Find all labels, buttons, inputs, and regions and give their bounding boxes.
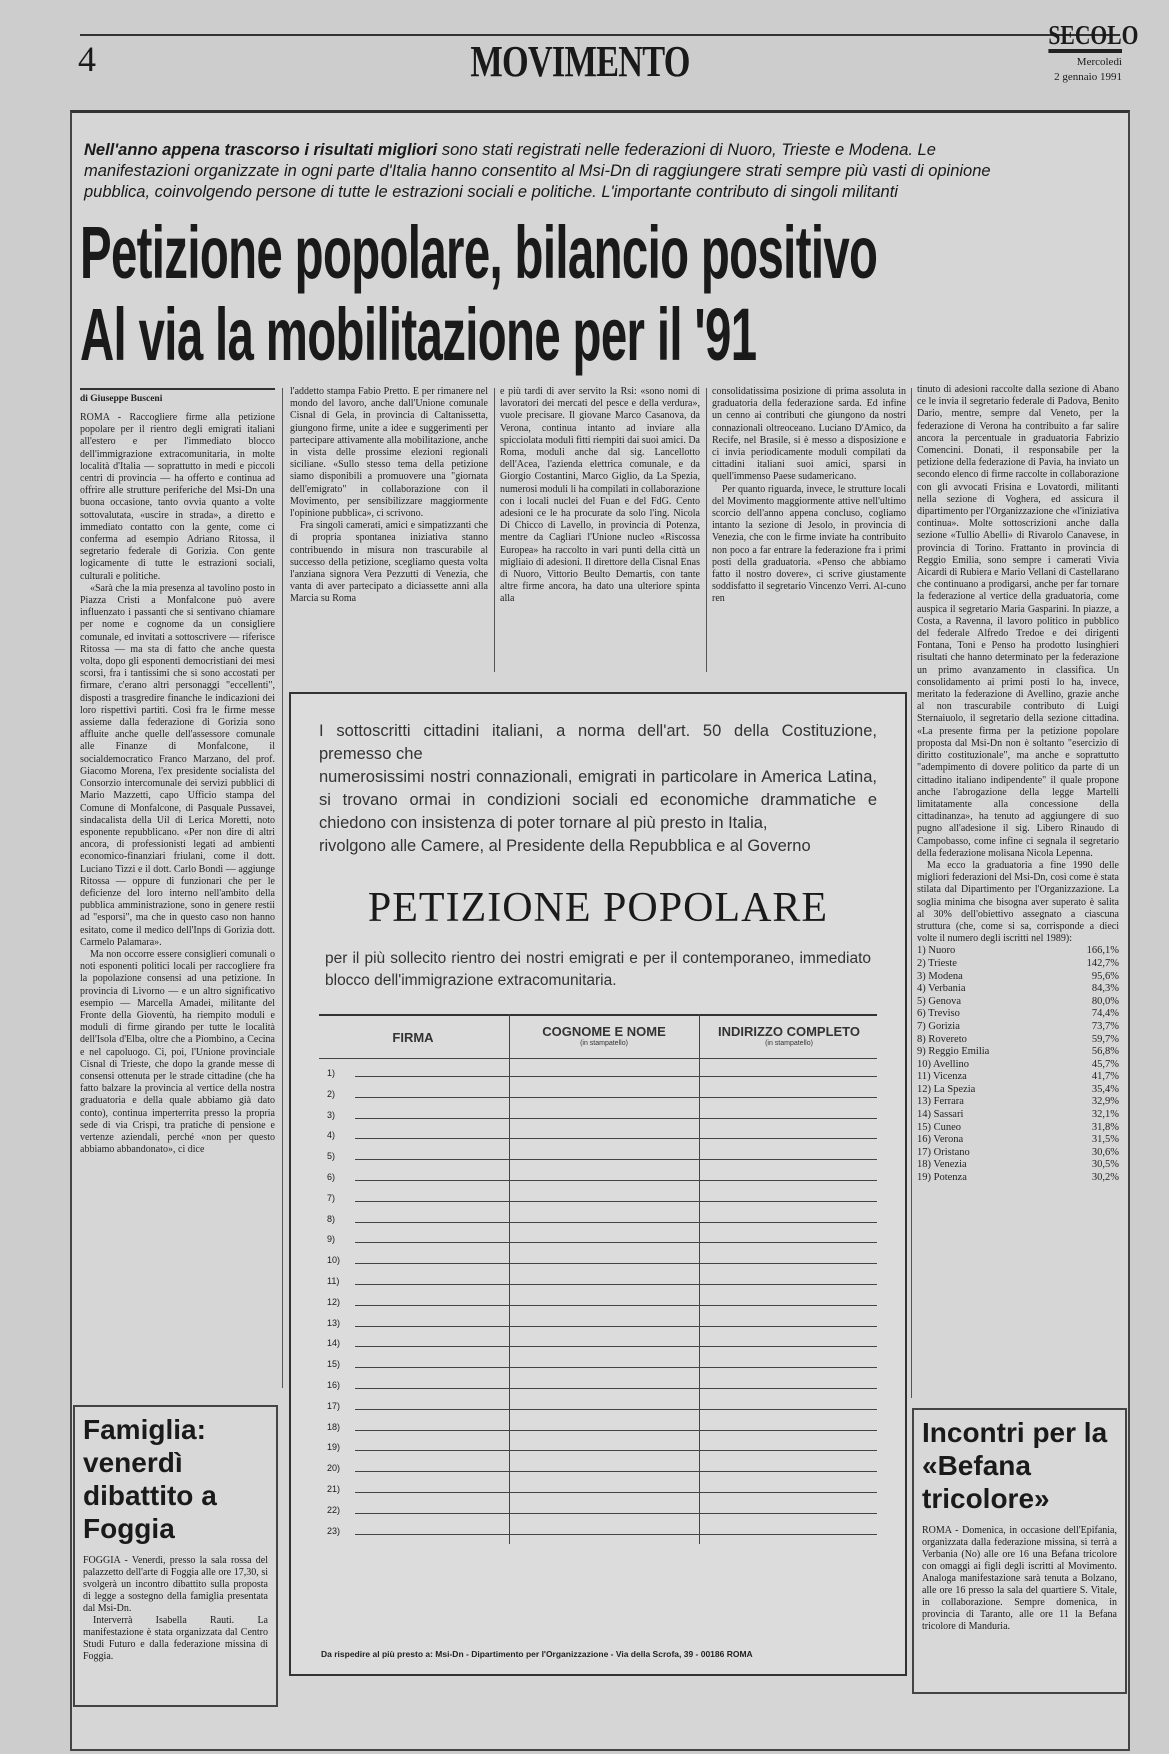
petition-return-address: Da rispedire al più presto a: Msi-Dn - Dipartimento per l'Organizzazione - Via della Scrofa, 39 - 00186 ROMA: [321, 1649, 753, 1659]
row-number: 19): [327, 1442, 341, 1453]
row-number: 6): [327, 1172, 336, 1182]
ranking-row: [917, 1172, 1119, 1185]
paragraph: Fra singoli camerati, amici e simpatizzanti che di propria spontanea iniziativa stanno contribuendo in misura non trascurabile al successo della petizione, scegliamo questa volta l'anziana signora Vera Pezzutti di Venezia, che vanta di aver partecipato a diciassette anni alla Marcia su Roma: [290, 520, 488, 605]
row-number: 11): [327, 1276, 340, 1286]
federation-percentage: 166,1%: [1086, 945, 1119, 957]
ranking-row: [917, 1008, 1119, 1021]
paragraph: FOGGIA - Venerdì, presso la sala rossa del palazzetto dell'arte di Foggia alle ore 17,30, si svolgerà un incontro dibattito sulla proposta di legge a sostegno della famiglia presentata dal Msi-Dn.: [83, 1555, 268, 1614]
ranking-row: [917, 983, 1119, 996]
ranking-row: [917, 1159, 1119, 1172]
federation-percentage: 73,7%: [1091, 1020, 1119, 1032]
federation-ranking: [917, 945, 1119, 1184]
signature-line: [355, 1492, 877, 1493]
deck-lead: Nell'anno appena trascorso i risultati migliori: [84, 141, 438, 159]
row-number: 7): [327, 1192, 336, 1203]
signature-line: [355, 1222, 877, 1223]
paragraph: Interverrà Isabella Rauti. La manifestazione è stata organizzata dal Centro Studi Futuro e dalla federazione missina di Foggia.: [83, 1615, 268, 1662]
signature-row[interactable]: [319, 1338, 877, 1357]
federation-percentage: 32,9%: [1091, 1096, 1119, 1108]
federation-name: 16) Verona: [917, 1134, 964, 1146]
federation-name: 11) Vicenza: [917, 1071, 967, 1083]
row-number: 9): [327, 1234, 336, 1245]
famiglia-headline: Famiglia: venerdì dibattito a Foggia: [83, 1414, 217, 1544]
signature-row[interactable]: [319, 1297, 877, 1316]
column-divider: [494, 388, 495, 672]
federation-percentage: 59,7%: [1091, 1033, 1119, 1045]
row-number: 23): [327, 1525, 341, 1536]
row-number: 12): [327, 1296, 341, 1307]
signature-row[interactable]: [319, 1193, 877, 1212]
petition-title: PETIZIONE POPOLARE: [367, 885, 829, 931]
column-divider: [282, 388, 283, 1388]
signature-row[interactable]: [319, 1484, 877, 1503]
masthead-logo: SECOLO: [1048, 22, 1122, 53]
signature-row[interactable]: [319, 1505, 877, 1524]
federation-name: 2) Trieste: [917, 957, 957, 969]
signature-line: [355, 1201, 877, 1202]
signature-line: [355, 1263, 877, 1264]
signature-line: [355, 1159, 877, 1160]
row-number: 15): [327, 1359, 341, 1370]
ranking-row: [917, 1034, 1119, 1047]
ranking-row: [917, 1059, 1119, 1072]
signature-row[interactable]: [319, 1422, 877, 1441]
signature-line: [355, 1409, 877, 1410]
signature-line: [355, 1367, 877, 1368]
ranking-row: [917, 971, 1119, 984]
ranking-row: [917, 1122, 1119, 1135]
federation-percentage: 84,3%: [1091, 983, 1119, 995]
petition-intro: I sottoscritti cittadini italiani, a norma dell'art. 50 della Costituzione, premesso che: [319, 722, 877, 763]
signature-line: [355, 1118, 877, 1119]
header-name-note: (in stampatello): [580, 1040, 628, 1047]
federation-name: 15) Cuneo: [917, 1121, 962, 1133]
signature-row[interactable]: [319, 1110, 877, 1129]
byline: di Giuseppe Busceni: [80, 388, 275, 404]
signature-table: [319, 1014, 877, 1554]
federation-percentage: 31,5%: [1091, 1134, 1119, 1146]
signature-line: [355, 1242, 877, 1243]
header-address-label: INDIRIZZO COMPLETO: [717, 1024, 861, 1039]
signature-row[interactable]: [319, 1214, 877, 1233]
befana-article: [912, 1408, 1127, 1694]
petition-address: rivolgono alle Camere, al Presidente della Repubblica e al Governo: [319, 837, 811, 855]
header-name: [511, 1024, 697, 1048]
paragraph: l'addetto stampa Fabio Pretto. E per rimanere nel mondo del lavoro, anche dall'Unione comunale Cisnal di Gela, in provincia di Caltanissetta, giungono firme, unite a idee e suggerimenti per partecipare attivamente alla mobilitazione, anche in vista delle prossime elezioni regionali siciliane. «Sullo stesso tema della petizione siamo disponibili a promuovere una "giornata dell'emigrato" in collaborazione con il Movimento, per sensibilizzare maggiormente l'opinione pubblica», ci scrivono.: [290, 386, 488, 520]
header-name-label: COGNOME E NOME: [542, 1024, 666, 1039]
row-number: 2): [327, 1088, 336, 1099]
paragraph: tinuto di adesioni raccolte dalla sezione di Abano ce le invia il segretario federale di Padova, Benito Dario, mentre, sempre dal Veneto, per la federazione di Verona ha contribuito a far salire ancora la percentuale in graduatoria Fabrizio Comencini. Donati, il responsabile per la petizione della federazione di Pavia, ha inviato un secondo elenco di firme raccolte in collaborazione con gli avvocati Frisina e Lovatordi, militanti nella sezione di Voghera, ed assicura il dipartimento per l'Organizzazione che «l'iniziativa continua». Molte sottoscrizioni anche dalla sezione «Tullio Abelli» di Rivarolo Canavese, in provincia di Torino. Frattanto in provincia di Reggio Emilia, sono sempre i camerati Vivia Aicardi di Rubiera e Mario Vellani di Castellarano che continuano a prodigarsi, anche per far tornare la federazione al vertice della graduatoria, come auspica il segretario Maria Gasparini. In piazze, a Costa, a Ravenna, il lavoro politico in pubblico del federale Alfredo Tredoe e dei dirigenti Fontana, Toni e Penso ha prodotto lusinghieri risultati che hanno determinato per la federazione un primo avanzamento in classifica. Un consolidamento ai primi posti lo ha, invece, meritato la federazione di Avellino, grazie anche al non trascurabile contributo di Luigi Sternaiuolo, il segretario della sezione cittadina. «La presente firma per la petizione popolare proposta dal Msi-Dn non è soltanto "esercizio di diritto costituzionale", ma anche e soprattutto "adempimento di dovere politico da parte di un cittadino italiano indipendente" il quale propone anche l'abrogazione della legge Martelli limitatamente alla concessione della cittadinanza», ha tenuto ad aggiungere di suo pugno all'adesione il sig. Libero Rinaudo di Campobasso, come infine ci segnala il segretario della federazione molisana Nicola Lepenna.: [917, 384, 1119, 859]
paragraph: consolidatissima posizione di prima assoluta in graduatoria della federazione sarda. Ed infine un cenno ai contributi che giungono da nostri connazionali oltreoceano. Luciano D'Amico, da Recife, nel Brasile, si è messo a disposizione e ci invia periodicamente moduli compilati da cittadini italiani suoi amici, sparsi in quell'immenso Paese sudamericano.: [712, 386, 906, 483]
signature-row[interactable]: [319, 1463, 877, 1482]
petition-form: [289, 692, 907, 1676]
signature-row[interactable]: [319, 1526, 877, 1545]
article-column-5: [917, 384, 1119, 1398]
column-divider: [706, 388, 707, 672]
federation-name: 19) Potenza: [917, 1172, 967, 1184]
signature-row[interactable]: [319, 1318, 877, 1337]
signature-row[interactable]: [319, 1276, 877, 1295]
ranking-row: [917, 945, 1119, 958]
federation-percentage: 30,6%: [1091, 1146, 1119, 1158]
signature-line: [355, 1471, 877, 1472]
headline-line-1: Petizione popolare, bilancio positivo: [80, 211, 878, 294]
ranking-row: [917, 958, 1119, 971]
ranking-row: [917, 1147, 1119, 1160]
ranking-row: [917, 996, 1119, 1009]
federation-percentage: 32,1%: [1091, 1109, 1119, 1121]
signature-row[interactable]: [319, 1068, 877, 1087]
federation-name: 10) Avellino: [917, 1058, 970, 1070]
signature-row[interactable]: [319, 1442, 877, 1461]
row-number: 16): [327, 1380, 341, 1390]
article-column-1: [80, 388, 275, 1390]
row-number: 22): [327, 1504, 341, 1515]
header-rule: [319, 1058, 877, 1059]
signature-row[interactable]: [319, 1401, 877, 1420]
signature-row[interactable]: [319, 1359, 877, 1378]
ranking-row: [917, 1134, 1119, 1147]
signature-line: [355, 1305, 877, 1306]
paragraph: Ma ecco la graduatoria a fine 1990 delle migliori federazioni del Msi-Dn, così come è stata stilata dal Dipartimento per l'Organizzazione. La soglia minima che bisogna aver superato è salita al 30% dell'obiettivo assegnato a ciascuna struttura (che, come si sa, corrisponde a dieci volte il numero degli iscritti nel 1989):: [917, 859, 1119, 945]
row-number: 14): [327, 1338, 341, 1349]
federation-percentage: 30,2%: [1091, 1172, 1119, 1184]
federation-percentage: 35,4%: [1091, 1083, 1119, 1095]
signature-row[interactable]: [319, 1172, 877, 1191]
paragraph: e più tardi di aver servito la Rsi: «sono nomi di lavoratori dei mercati del pesce e della verdura», vuole precisare. Il giovane Marco Casanova, da Verona, continua intanto ad inviare alla spicciolata moduli fitti riempiti dai suoi amici. Da Roma, moduli anche dal sig. Lancellotto dell'Acea, l'azienda elettrica comunale, e da Giorgio Costantini, Marco Giglio, da La Spezia, numerosi moduli li ha compilati in collaborazione con i locali nuclei del Fuan e del FdG. Cento adesioni ce le ha procurate da solo l'ing. Nicola Di Chicco di Lavello, in provincia di Potenza, mentre da Cagliari l'Unione nucleo «Riscossa Europea» ha raccolto in vari punti della città un migliaio di adesioni. Il direttore della Cisnal Enas di Nuoro, Vittorio Beulto Demartis, con tante altre firme ancora, ha dato una ulteriore spinta alla: [500, 386, 700, 605]
paragraph: ROMA - Domenica, in occasione dell'Epifania, organizzata dalla federazione missina, si terrà a Verbania (No) alle ore 16 una Befana tricolore con omaggi ai figli degli iscritti al Movimento. Analoga manifestazione sarà tenuta a Bolzano, alle ore 16 presso la sala del quartiere S. Vitale, in collaborazione. Sempre domenica, in provincia di Taranto, alle ore 11 la Befana tricolore di Manduria.: [922, 1525, 1117, 1632]
federation-name: 13) Ferrara: [917, 1096, 964, 1108]
signature-line: [355, 1138, 877, 1139]
row-number: 21): [327, 1484, 341, 1494]
signature-row[interactable]: [319, 1089, 877, 1108]
federation-percentage: 30,5%: [1091, 1159, 1119, 1171]
paragraph: «Sarà che la mia presenza al tavolino posto in Piazza Cristi a Monfalcone può avere influenzato i passanti che si sentivano chiamare per nome e cognome da un consigliere comunale, ed invitati a sottoscrivere — riferisce Ritossa — ma sta di fatto che anche questa volta, dopo gli esponenti democristiani dei mesi scorsi, fra i tantissimi che si sono accostati per firmare, c'erano altri personaggi "eccellenti", disposti a trasgredire finanche le indicazioni dei loro rispettivi partiti. Così fra le firme messe assieme dalla federazione di Gorizia sono affluite anche quelle dell'assessore comunale alle Finanze di Monfalcone, il socialdemocratico Franco Marzano, del prof. Giacomo Morena, l'ex presidente socialista del Consorzio intercomunale dei servizi pubblici di Mario Mazzetti, capo Ufficio stampa del Comune di Monfalcone, di Pasquale Pussavei, sindacalista della Uil di Lerica Moretti, noto esponente repubblicano. «Per non dire di altri ancora, di professionisti legati ad ambienti economico-finanziari friulani, come il dott. Luciano Tizzi e il dott. Carlo Bondi — aggiunge Ritossa — oppure di funzionari che per le deficienze del loro interno nell'ambito della pubblica amministrazione, sono in genere restii ad "esporsi", ma che in questo caso non hanno esitato, come il medico dell'Inps di Gorizia dott. Carmelo Palamara».: [80, 582, 275, 948]
federation-name: 17) Oristano: [917, 1146, 970, 1158]
federation-name: 5) Genova: [917, 995, 962, 1007]
ranking-row: [917, 1096, 1119, 1109]
ranking-row: [917, 1084, 1119, 1097]
article-column-4: [712, 386, 906, 672]
federation-percentage: 41,7%: [1091, 1071, 1119, 1083]
row-number: 8): [327, 1213, 336, 1224]
federation-percentage: 142,7%: [1086, 957, 1119, 969]
row-number: 1): [327, 1068, 336, 1078]
signature-line: [355, 1284, 877, 1285]
federation-name: 12) La Spezia: [917, 1083, 976, 1095]
petition-subtitle: per il più sollecito rientro dei nostri emigrati e per il contemporaneo, immediato blocco dell'immigrazione extracomunitaria.: [325, 950, 871, 989]
paragraph: Per quanto riguarda, invece, le strutture locali del Movimento maggiormente attive nell'ultimo scorcio dell'anno appena concluso, cogliamo intanto la sezione di Jesolo, in provincia di Venezia, che con le firme inviate ha contribuito non poco a far entrare la federazione fra i primi posti della graduatoria. «Penso che abbiamo fatto il nostro dovere», ci scrive giustamente soddisfatto il segretario Vincenzo Verri. Al-cuno ren: [712, 483, 906, 605]
masthead: [1030, 20, 1139, 83]
federation-name: 3) Modena: [917, 970, 963, 982]
ranking-row: [917, 1071, 1119, 1084]
ranking-row: [917, 1109, 1119, 1122]
column-divider: [911, 388, 912, 1398]
page-number: 4: [78, 39, 96, 79]
federation-percentage: 95,6%: [1091, 970, 1119, 982]
signature-row[interactable]: [319, 1255, 877, 1274]
row-number: 5): [327, 1151, 336, 1162]
federation-name: 4) Verbania: [917, 983, 966, 995]
signature-row[interactable]: [319, 1130, 877, 1149]
federation-percentage: 74,4%: [1091, 1008, 1119, 1020]
row-number: 3): [327, 1109, 336, 1120]
table-top-rule: [319, 1014, 877, 1016]
signature-line: [355, 1180, 877, 1181]
federation-name: 8) Rovereto: [917, 1033, 967, 1045]
federation-name: 9) Reggio Emilia: [917, 1046, 990, 1058]
signature-row[interactable]: [319, 1380, 877, 1399]
section-title: MOVIMENTO: [470, 37, 690, 86]
article-column-2: [290, 386, 488, 672]
article-deck: [84, 140, 1004, 203]
petition-premise: numerosissimi nostri connazionali, emigrati in particolare in America Latina, si trovano ormai in condizioni sociali ed economiche drammatiche e chiedono con insistenza di poter tornare al più presto in Italia,: [319, 768, 877, 832]
signature-line: [355, 1534, 877, 1535]
petition-preamble: [319, 720, 877, 858]
issue-weekday: Mercoledì: [1076, 56, 1122, 68]
federation-percentage: 31,8%: [1091, 1121, 1119, 1133]
paragraph: Ma non occorre essere consiglieri comunali o noti esponenti politici locali per raccogliere fra la popolazione consensi ad una petizione. In provincia di Livorno — e un altro significativo esempio — Marcella Amadei, militante del Fronte della Gioventù, ha riempito moduli e moduli di firme girando per tutte le località dell'Isola d'Elba, oltre che a Piombino, a Cecina e nel capoluogo. Ci, poi, l'Unione provinciale Cisnal di Trieste, che dopo la grande messe di consensi ottenuta per le strade cittadine (che ha fatto balzare la provincia al vertice della nostra graduatoria e della quale abbiamo già dato conto), continua imperterrita presso la propria sede di via Crispi, tra pratiche di pensione e vertenze aziendali, perché «non per questo abbiamo abbandonato», ci dice: [80, 948, 275, 1156]
signature-line: [355, 1450, 877, 1451]
headline-line-2: Al via la mobilitazione per il '91: [80, 293, 757, 376]
signature-line: [355, 1430, 877, 1431]
federation-percentage: 45,7%: [1091, 1058, 1119, 1070]
row-number: 13): [327, 1317, 341, 1328]
row-number: 20): [327, 1463, 341, 1474]
signature-line: [355, 1513, 877, 1514]
signature-row[interactable]: [319, 1151, 877, 1170]
signature-line: [355, 1076, 877, 1077]
issue-date: 2 gennaio 1991: [1054, 71, 1122, 83]
federation-name: 7) Gorizia: [917, 1020, 960, 1032]
signature-line: [355, 1326, 877, 1327]
header-address-note: (in stampatello): [765, 1040, 813, 1047]
federation-name: 1) Nuoro: [917, 945, 956, 957]
federation-percentage: 80,0%: [1091, 995, 1119, 1007]
befana-headline: Incontri per la «Befana tricolore»: [922, 1417, 1108, 1514]
header-signature: FIRMA: [392, 1030, 434, 1045]
federation-name: 18) Venezia: [917, 1159, 967, 1171]
row-number: 10): [327, 1255, 341, 1266]
paragraph: ROMA - Raccogliere firme alla petizione popolare per il rientro degli emigrati italiani all'estero e per l'immediato blocco dell'immigrazione extracomunitaria, in molte località d'Italia — soprattutto in medi e piccoli centri di provincia — ha offerto e continua ad offrire alle strutture periferiche del Msi-Dn una buona occasione, tanto ovvia quanto a volte sottovalutata, «uscire in strada», a diretto e immediato contatto con la gente, come ci conferma ad esempio Adriano Ritossa, il segretario federale di Gorizia. Con gente logicamente di tutte le estrazioni sociali, culturali e politiche.: [80, 412, 275, 582]
ranking-row: [917, 1021, 1119, 1034]
header-address: [701, 1024, 877, 1048]
row-number: 18): [327, 1421, 341, 1432]
signature-row[interactable]: [319, 1234, 877, 1253]
federation-name: 14) Sassari: [917, 1109, 964, 1121]
signature-line: [355, 1346, 877, 1347]
row-number: 4): [327, 1130, 336, 1141]
signature-line: [355, 1097, 877, 1098]
article-column-3: [500, 386, 700, 672]
federation-percentage: 56,8%: [1091, 1046, 1119, 1058]
row-number: 17): [327, 1400, 341, 1411]
signature-line: [355, 1388, 877, 1389]
federation-name: 6) Treviso: [917, 1008, 960, 1020]
famiglia-article: [73, 1405, 278, 1707]
deck-text: sono stati registrati nelle federazioni di Nuoro, Trieste e Modena. Le manifestazioni organizzate in ogni parte d'Italia hanno consentito al Msi-Dn di raggiungere strati sempre più vasti di opinione pubblica, coinvolgendo persone di tutte le estrazioni sociali e politiche. L'importante contributo di singoli militanti: [84, 141, 991, 201]
ranking-row: [917, 1046, 1119, 1059]
